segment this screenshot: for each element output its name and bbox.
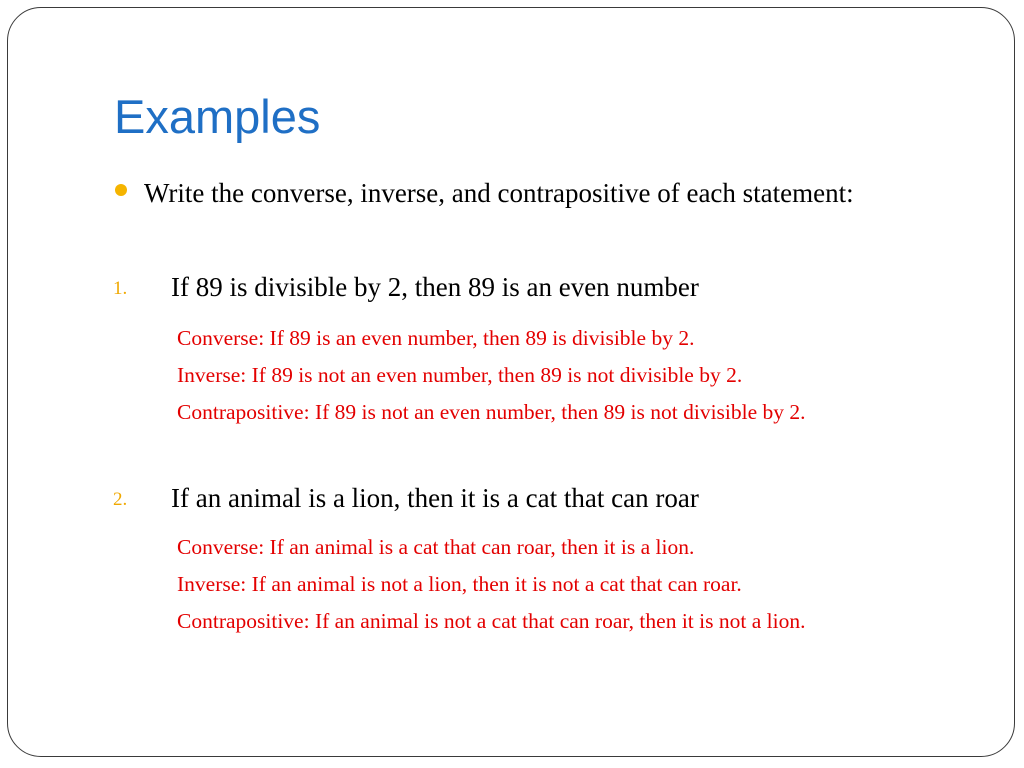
slide-title: Examples	[114, 90, 321, 143]
example-answers-2	[177, 529, 1007, 640]
converse-answer: Converse: If an animal is a cat that can roar, then it is a lion.	[177, 535, 695, 559]
intro-text: Write the converse, inverse, and contrapositive of each statement:	[144, 178, 854, 208]
contrapositive-answer: Contrapositive: If 89 is not an even number, then 89 is not divisible by 2.	[177, 400, 806, 424]
converse-answer: Converse: If 89 is an even number, then 89 is divisible by 2.	[177, 326, 695, 350]
item-number: 1.	[113, 278, 128, 299]
inverse-answer: Inverse: If 89 is not an even number, then 89 is not divisible by 2.	[177, 363, 743, 387]
item-number: 2.	[113, 489, 128, 510]
inverse-answer: Inverse: If an animal is not a lion, then it is not a cat that can roar.	[177, 572, 742, 596]
item-statement: If 89 is divisible by 2, then 89 is an even number	[171, 272, 699, 302]
bullet-dot-icon	[115, 184, 127, 196]
item-statement: If an animal is a lion, then it is a cat that can roar	[171, 483, 699, 513]
example-answers-1	[177, 320, 1007, 431]
contrapositive-answer: Contrapositive: If an animal is not a cat that can roar, then it is not a lion.	[177, 609, 806, 633]
